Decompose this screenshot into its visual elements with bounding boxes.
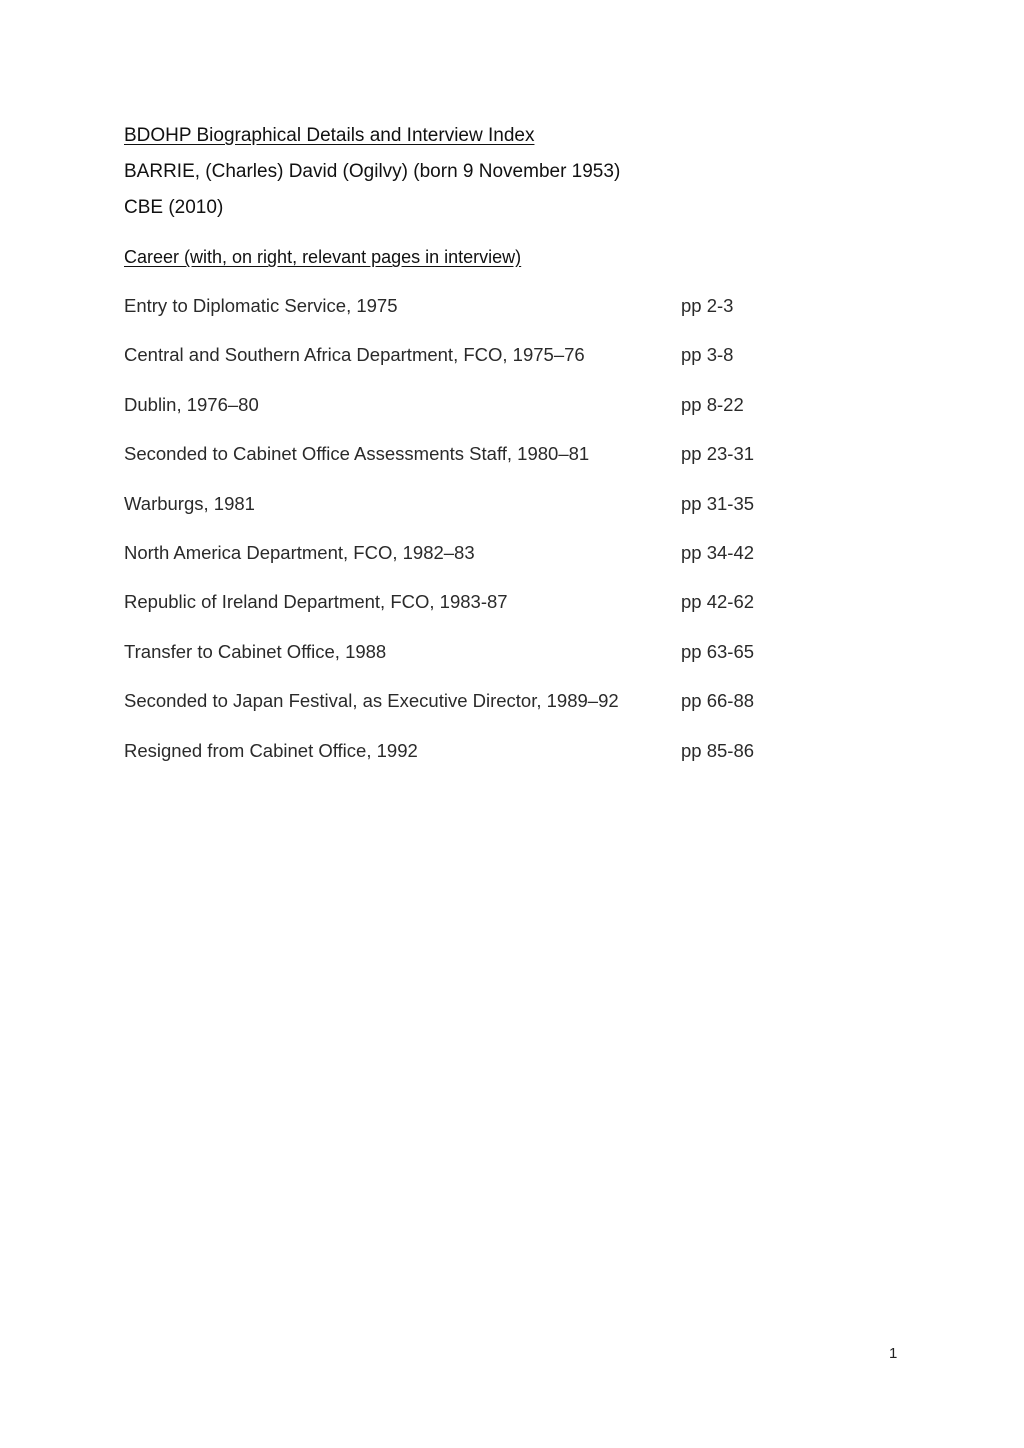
career-row [124,689,824,738]
career-role: Transfer to Cabinet Office, 1988 [124,640,387,662]
career-row [124,739,824,788]
career-row [124,590,824,639]
subject-name: BARRIE, (Charles) David (Ogilvy) (born 9 November 1953) [124,161,621,182]
career-role: Dublin, 1976–80 [124,393,259,415]
career-role: Warburgs, 1981 [124,492,255,514]
career-row [124,442,824,491]
career-row [124,393,824,442]
subject-honour: CBE (2010) [124,197,224,218]
career-role: Resigned from Cabinet Office, 1992 [124,739,418,761]
career-role: Seconded to Japan Festival, as Executive Director, 1989–92 [124,690,619,712]
career-row [124,294,824,343]
career-pages: pp 85-86 [681,739,755,761]
career-pages: pp 31-35 [681,492,755,514]
career-pages: pp 66-88 [681,690,755,712]
career-pages: pp 23-31 [681,443,755,465]
career-row [124,640,824,689]
document-title: BDOHP Biographical Details and Interview Index [124,125,535,146]
career-row [124,492,824,541]
career-pages: pp 3-8 [681,344,734,366]
career-role: Entry to Diplomatic Service, 1975 [124,295,398,316]
career-row [124,343,824,392]
career-row [124,541,824,590]
career-pages: pp 63-65 [681,640,755,662]
career-pages: pp 42-62 [681,591,755,613]
career-heading: Career (with, on right, relevant pages in interview) [124,247,522,267]
career-pages: pp 2-3 [681,295,734,316]
career-list [124,294,824,788]
career-role: North America Department, FCO, 1982–83 [124,541,475,563]
career-pages: pp 34-42 [681,541,755,563]
career-pages: pp 8-22 [681,393,744,415]
career-role: Republic of Ireland Department, FCO, 1983-87 [124,591,508,613]
career-role: Seconded to Cabinet Office Assessments Staff, 1980–81 [124,443,590,465]
page-number: 1 [889,1345,898,1362]
career-role: Central and Southern Africa Department, FCO, 1975–76 [124,344,585,366]
